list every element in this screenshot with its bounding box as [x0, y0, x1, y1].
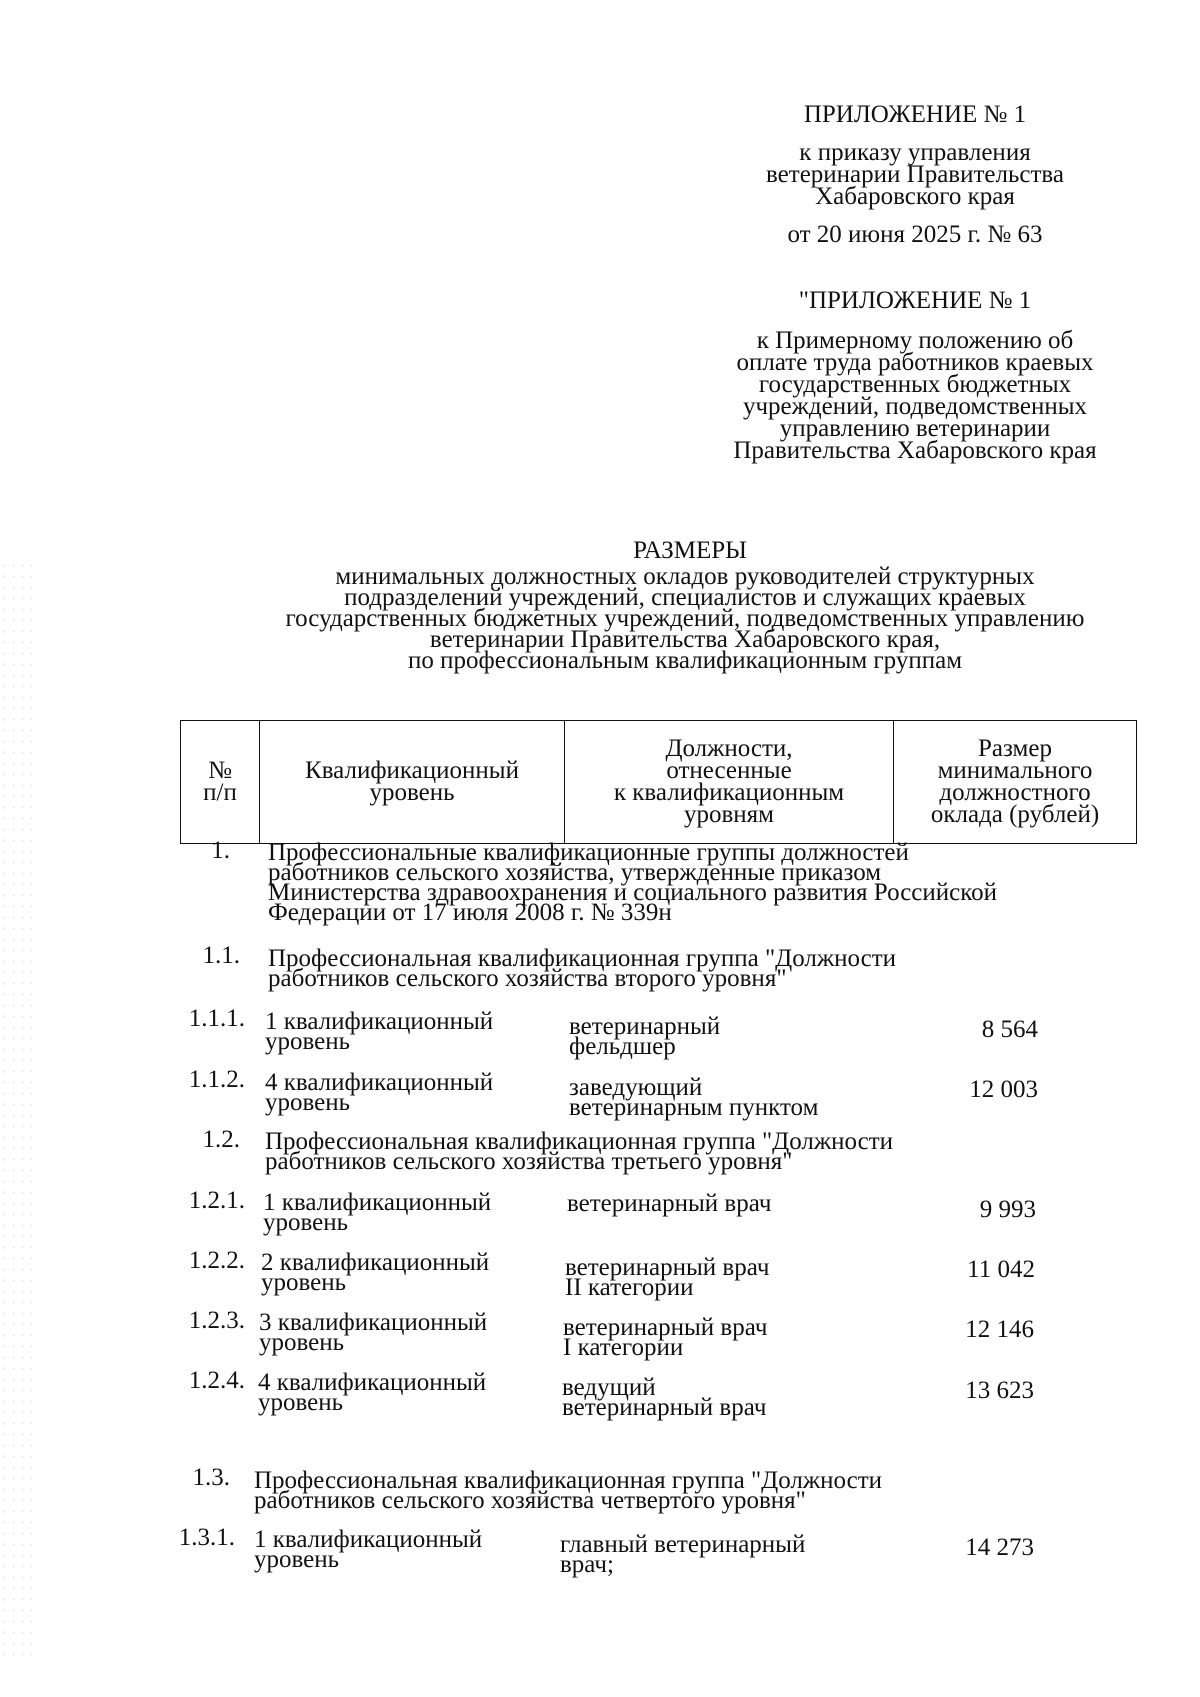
row-salary: 12 003	[969, 1076, 1038, 1103]
row-salary: 11 042	[967, 1256, 1035, 1283]
row-salary: 12 146	[965, 1316, 1034, 1343]
row-position: главный ветеринарный врач;	[560, 1531, 806, 1578]
row-position: ветеринарный фельдшер	[569, 1013, 721, 1060]
subtitle-line: подразделений учреждений, специалистов и служащих краевых	[344, 584, 1026, 611]
row-number: 1.1.1.	[188, 1005, 245, 1032]
document-subtitle	[195, 563, 1140, 674]
scan-noise	[0, 560, 40, 1660]
document-heading: РАЗМЕРЫ	[633, 537, 747, 564]
subtitle-line: по профессиональным квалификационным группам	[407, 647, 963, 674]
row-level: 4 квалификационный уровень	[265, 1069, 494, 1116]
appendix-title: ПРИЛОЖЕНИЕ № 1	[803, 101, 1027, 128]
row-level: 1 квалификационный уровень	[263, 1189, 492, 1236]
row-position: ветеринарный врач II категории	[565, 1254, 770, 1301]
row-number: 1.3.1.	[178, 1524, 235, 1551]
order-line: Хабаровского края	[815, 183, 1015, 210]
row-level: 1 квалификационный уровень	[254, 1526, 483, 1573]
section-number: 1.2.	[202, 1126, 240, 1153]
order-reference	[740, 139, 1090, 210]
section-number: 1.3.	[192, 1464, 230, 1491]
quoted-line: управлению ветеринарии	[779, 415, 1051, 442]
quoted-line: учреждений, подведомственных	[742, 393, 1088, 420]
quoted-line: оплате труда работников краевых	[736, 349, 1094, 376]
quoted-appendix-text	[700, 327, 1130, 464]
order-line: ветеринарии Правительства	[766, 161, 1064, 188]
row-number: 1.2.4.	[188, 1367, 245, 1394]
row-position: ведущий ветеринарный врач	[562, 1374, 767, 1421]
row-level: 4 квалификационный уровень	[258, 1369, 487, 1416]
col-header-salary: Размер минимального должностного оклада (рублей)	[894, 721, 1137, 844]
appendix-header	[740, 101, 1090, 128]
row-position: ветеринарный врач I категории	[563, 1314, 768, 1361]
row-position: заведующий ветеринарным пунктом	[569, 1074, 819, 1121]
col-header-number: № п/п	[181, 721, 260, 844]
order-line: к приказу управления	[799, 139, 1031, 166]
section-number: 1.1.	[202, 942, 240, 969]
section-title: Профессиональные квалификационные группы должностей работников сельского хозяйства, утвержденные приказом Министерства здравоохранения и социального развития Российской Федерации от 17 июля 2008 г. № 339н	[268, 839, 998, 926]
row-level: 2 квалификационный уровень	[261, 1249, 490, 1296]
row-level: 3 квалификационный уровень	[259, 1309, 488, 1356]
row-number: 1.2.2.	[188, 1247, 245, 1274]
col-header-positions: Должности, отнесенные к квалификационным уровням	[565, 721, 894, 844]
row-number: 1.2.1.	[188, 1187, 245, 1214]
row-position: ветеринарный врач	[567, 1190, 772, 1217]
quoted-appendix-title: "ПРИЛОЖЕНИЕ № 1	[798, 287, 1032, 314]
subtitle-line: государственных бюджетных учреждений, подведомственных управлению	[285, 605, 1085, 632]
section-title: Профессиональная квалификационная группа "Должности работников сельского хозяйства четвертого уровня"	[254, 1467, 883, 1514]
section-title: Профессиональная квалификационная группа "Должности работников сельского хозяйства третьего уровня"	[265, 1128, 894, 1175]
section-number: 1.	[211, 837, 230, 864]
col-header-level: Квалификационный уровень	[260, 721, 565, 844]
section-title: Профессиональная квалификационная группа "Должности работников сельского хозяйства второго уровня"	[268, 945, 897, 992]
row-salary: 8 564	[981, 1016, 1038, 1043]
row-salary: 13 623	[965, 1377, 1034, 1404]
subtitle-line: минимальных должностных окладов руководителей структурных	[335, 563, 1035, 590]
row-level: 1 квалификационный уровень	[265, 1008, 494, 1055]
quoted-line: Правительства Хабаровского края	[733, 437, 1097, 464]
table-header	[180, 720, 1137, 844]
quoted-line: государственных бюджетных	[758, 371, 1072, 398]
subtitle-line: ветеринарии Правительства Хабаровского края,	[429, 626, 941, 653]
quoted-line: к Примерному положению об	[756, 327, 1074, 354]
row-salary: 14 273	[965, 1534, 1034, 1561]
row-number: 1.1.2.	[188, 1066, 245, 1093]
order-date: от 20 июня 2025 г. № 63	[787, 221, 1043, 248]
row-number: 1.2.3.	[188, 1307, 245, 1334]
row-salary: 9 993	[979, 1196, 1036, 1223]
